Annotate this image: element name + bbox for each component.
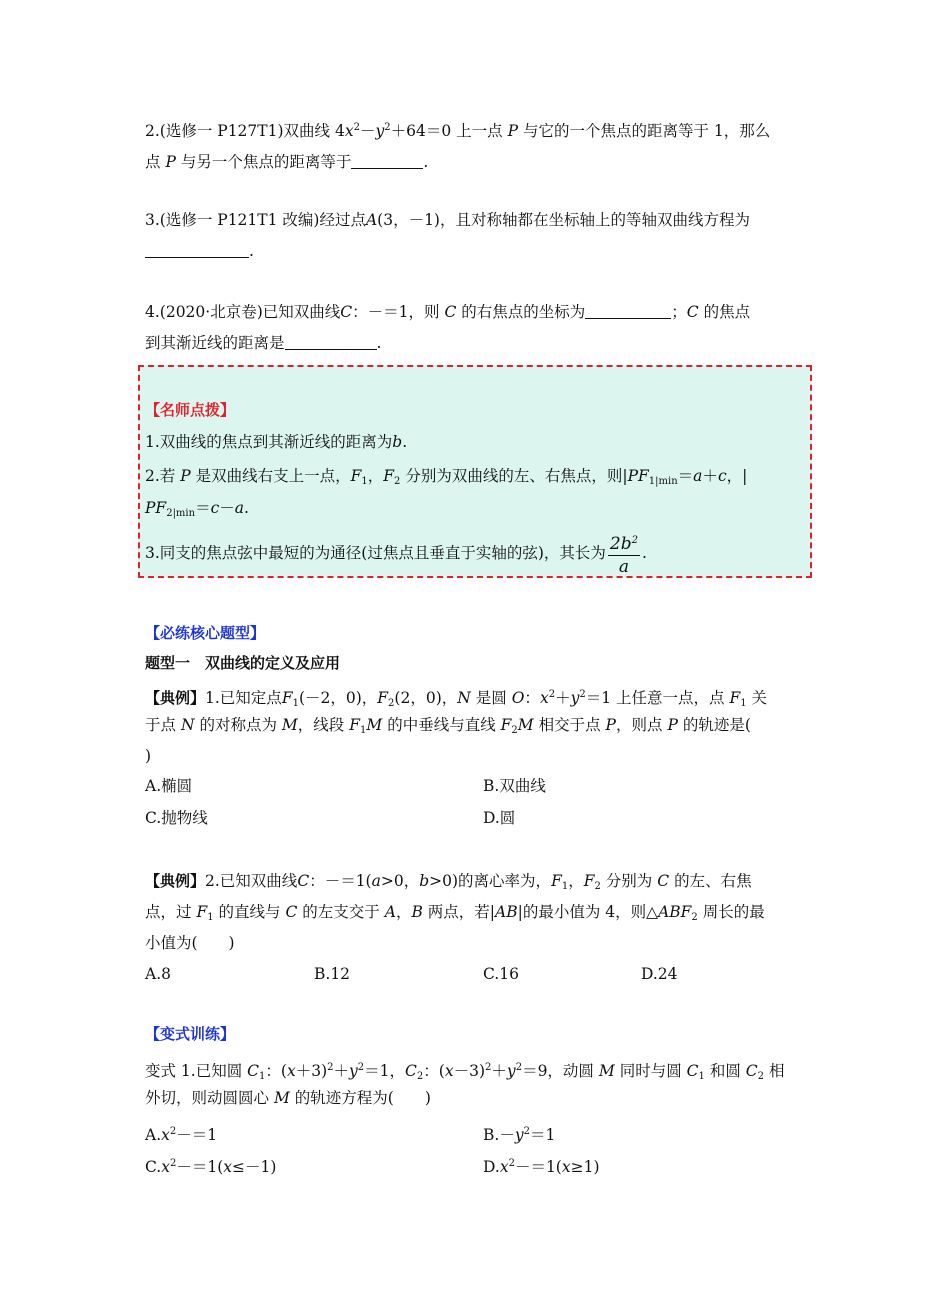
- q4-var-c: C: [340, 303, 353, 321]
- ex2-text: >0，: [380, 872, 420, 890]
- var-var-c: C: [405, 1062, 417, 1080]
- tip-2-sub: 2: [394, 476, 401, 487]
- tip-2-a: 2.若: [145, 467, 176, 485]
- var-exp: 2: [515, 1062, 523, 1073]
- ex1-var-f: F: [729, 689, 741, 707]
- ex2-option-d: D.24: [641, 965, 678, 983]
- ex1-text: 的对称点为: [199, 716, 277, 734]
- example-label: 【典例】: [145, 689, 206, 707]
- var-text: ＋: [491, 1062, 507, 1080]
- ex1-var-p: P: [667, 716, 678, 734]
- var-text: ＋: [333, 1062, 350, 1080]
- ex2-text: 两点，若|: [427, 903, 496, 921]
- var-text: 相: [768, 1062, 785, 1080]
- ex2-sub: 1: [207, 912, 214, 923]
- var-var-m: M: [598, 1062, 615, 1080]
- var-text: 变式 1.已知圆: [145, 1062, 243, 1080]
- var-opt-text: ≤－1): [232, 1158, 277, 1176]
- q2-line2-b: 与另一个焦点的距离等于: [180, 153, 352, 171]
- tip-2-var-f: F: [383, 467, 395, 485]
- q3-end: .: [249, 242, 254, 260]
- ex2-var-b: b: [419, 872, 430, 890]
- ex1-var-y: y: [570, 689, 580, 707]
- ex2-var-b: B: [411, 903, 423, 921]
- var-exp: 2: [357, 1062, 365, 1073]
- ex2-text: ，: [568, 872, 584, 890]
- var-sub: 1: [259, 1071, 266, 1082]
- var-text: ＝1，: [364, 1062, 406, 1080]
- ex2-var-f: F: [551, 872, 562, 890]
- ex2-var-f: F: [583, 872, 595, 890]
- ex1-text: 的轨迹是(: [682, 716, 751, 734]
- tip-3-text: 3.同支的焦点弦中最短的为通径(过焦点且垂直于实轴的弦)，其长为: [145, 544, 606, 562]
- tip-2-var-f: F: [350, 467, 362, 485]
- var-text: 的轨迹方程为( ): [294, 1089, 431, 1107]
- ex2-text: 点，过: [145, 903, 192, 921]
- var-text: ＋3): [295, 1062, 328, 1080]
- tip-1: [145, 427, 407, 458]
- core-section-title: [145, 618, 265, 649]
- variant-training-title: [145, 1019, 235, 1050]
- example-label: 【典例】: [145, 872, 206, 890]
- ex1-var-m: M: [281, 716, 298, 734]
- q2-end: .: [423, 153, 429, 171]
- var-sub: 2: [416, 1071, 424, 1082]
- q2-prefix: 2.(选修一 P127T1)双曲线 4: [145, 122, 345, 140]
- example-2-line-2: [145, 897, 765, 933]
- var-text: －3): [453, 1062, 486, 1080]
- var-opt-exp: 2: [508, 1158, 515, 1169]
- ex2-var-c: C: [297, 872, 310, 890]
- fraction-numerator: [608, 530, 640, 556]
- ex1-sub: 2: [511, 725, 518, 736]
- example-2-line-3: [145, 928, 235, 959]
- tip-1-end: .: [402, 433, 408, 451]
- tip-3-end: .: [641, 544, 647, 562]
- tip-1-var-b: b: [392, 433, 403, 451]
- q2-minus: －: [359, 122, 376, 140]
- q4-mid: 的右焦点的坐标为: [461, 303, 586, 321]
- ex1-var-m: M: [366, 716, 383, 734]
- tip-2-var-c: c: [717, 467, 727, 485]
- var-text: ：(: [423, 1062, 445, 1080]
- q4-tail: 的焦点: [703, 303, 751, 321]
- tips-title: [145, 395, 235, 426]
- tip-3: [145, 530, 647, 578]
- tip-2-end: .: [244, 499, 249, 517]
- var-sub: 1: [698, 1071, 705, 1082]
- ex1-var-n: N: [180, 716, 195, 734]
- fraction-denominator: a: [618, 557, 629, 577]
- var-option-b: [483, 1116, 555, 1151]
- ex2-text: 小值为( ): [145, 934, 235, 952]
- q3-prefix: 3.(选修一 P121T1 改编)经过点: [145, 211, 366, 229]
- ex1-text: (－2，0)，: [298, 689, 378, 707]
- q2-answer-blank: [351, 152, 423, 169]
- ex1-text: 相交于点: [538, 716, 601, 734]
- var-text: 和圆: [709, 1062, 741, 1080]
- ex1-var-f: F: [377, 689, 389, 707]
- tip-2-minus: －: [219, 499, 235, 517]
- example-1-line-3: [145, 741, 151, 772]
- q2-rest: ＋64＝0 上一点: [390, 122, 503, 140]
- tip-2: [145, 461, 747, 497]
- var-var-x: x: [286, 1062, 296, 1080]
- example-1-line-2: [145, 710, 751, 746]
- ex2-var-c: C: [657, 872, 670, 890]
- ex1-text: 关: [751, 689, 768, 707]
- tip-2-sub: 1: [648, 476, 656, 487]
- q4-eq: ：－＝1，则: [352, 303, 440, 321]
- q2-rest2: 与它的一个焦点的距离等于 1，那么: [522, 122, 771, 140]
- ex1-text: ，线段: [297, 716, 345, 734]
- q4-end: .: [376, 334, 382, 352]
- q4-sep: ；: [671, 303, 687, 321]
- variant-title-text: 【变式训练】: [145, 1025, 236, 1043]
- q4-answer-blank-1: [585, 302, 671, 319]
- ex2-option-b: B.12: [314, 965, 351, 983]
- ex1-var-m: M: [517, 716, 534, 734]
- tip-2-var-pf: PF: [627, 467, 649, 485]
- ex2-text: >0)的离心率为，: [429, 872, 552, 890]
- var-sub: 2: [757, 1071, 765, 1082]
- fraction-2b2-over-a: [608, 530, 640, 578]
- var-text: ＝9，动圆: [522, 1062, 594, 1080]
- ex1-var-f: F: [281, 689, 293, 707]
- ex2-text: ：－＝1(: [309, 872, 372, 890]
- q4-line2: 到其渐近线的距离是: [145, 334, 285, 352]
- q3-coords: (3，－1)，且对称轴都在坐标轴上的等轴双曲线方程为: [377, 211, 750, 229]
- tip-2-sub: 1: [361, 476, 368, 487]
- tip-2-var-a: a: [234, 499, 245, 517]
- ex1-sub: 1: [360, 725, 367, 736]
- ex2-text: 的左、右焦: [674, 872, 752, 890]
- q4-prefix: 4.(2020·北京卷)已知双曲线: [145, 303, 341, 321]
- q3-var-a: A: [365, 211, 378, 229]
- ex2-sub: 2: [691, 912, 698, 923]
- q2-var-y: y: [375, 122, 385, 140]
- var-opt-exp: 2: [169, 1158, 177, 1169]
- ex1-text: ＝1 上任意一点，点: [585, 689, 725, 707]
- var-option-c: [145, 1148, 276, 1183]
- core-title-text: 【必练核心题型】: [145, 624, 266, 642]
- ex1-exp: 2: [548, 689, 556, 700]
- var-option-d: [483, 1148, 600, 1183]
- var-option-a: [145, 1116, 217, 1151]
- var-opt-exp: 2: [523, 1126, 530, 1137]
- q2-exp: 2: [384, 122, 391, 133]
- ex1-text: ): [145, 747, 152, 765]
- tip-2-var-p: P: [180, 467, 191, 485]
- ex2-text: 2.已知双曲线: [205, 872, 298, 890]
- fraction-num-text: 2b: [609, 534, 632, 554]
- var-opt-text: －＝1: [176, 1126, 218, 1144]
- var-text: 外切，则动圆圆心: [145, 1089, 270, 1107]
- var-var-x: x: [444, 1062, 454, 1080]
- var-var-c: C: [247, 1062, 260, 1080]
- tip-2-f: ，|: [726, 467, 748, 485]
- ex1-var-n: N: [457, 689, 471, 707]
- q2-line2-a: 点: [145, 153, 161, 171]
- tip-1-text: 1.双曲线的焦点到其渐近线的距离为: [145, 433, 393, 451]
- tip-2-var-a: a: [693, 467, 703, 485]
- q4-var-c: C: [444, 303, 457, 321]
- q4-var-c: C: [686, 303, 699, 321]
- ex2-text: 的直线与: [218, 903, 281, 921]
- ex2-text: |的最小值为 4，则△: [517, 903, 659, 921]
- ex1-sub: 1: [292, 698, 299, 709]
- ex2-var-f: F: [196, 903, 208, 921]
- var-exp: 2: [327, 1062, 334, 1073]
- var-opt-var: x: [561, 1158, 571, 1176]
- tip-2-line-2: [145, 493, 249, 529]
- ex1-exp: 2: [579, 689, 586, 700]
- tip-2-var-c: c: [210, 499, 220, 517]
- ex1-sub: 2: [388, 698, 395, 709]
- tip-2-sub: 2: [166, 508, 173, 519]
- tip-2-d: 分别为双曲线的左、右焦点，则|: [405, 467, 628, 485]
- tip-2-b: 是双曲线右支上一点，: [195, 467, 351, 485]
- ex2-text: 周长的最: [702, 903, 765, 921]
- var-opt-var: x: [499, 1158, 509, 1176]
- var-opt-var: x: [223, 1158, 233, 1176]
- ex1-text: 于点: [145, 716, 177, 734]
- var-opt-text: ＝1: [529, 1126, 556, 1144]
- question-2: [145, 112, 805, 178]
- ex1-option-c: C.抛物线: [145, 809, 208, 827]
- var-opt-var: x: [161, 1158, 170, 1176]
- tip-2-plus: ＋: [702, 467, 718, 485]
- var-var-y: y: [506, 1062, 516, 1080]
- var-var-y: y: [349, 1062, 358, 1080]
- ex1-var-f: F: [500, 716, 512, 734]
- ex2-var-c: C: [285, 903, 298, 921]
- ex1-text: ：: [524, 689, 540, 707]
- q2-var-x: x: [344, 122, 354, 140]
- tips-title-text: 【名师点拨】: [145, 401, 236, 419]
- var-opt-text: －＝1(: [176, 1158, 224, 1176]
- var-opt-text: －＝1(: [514, 1158, 562, 1176]
- ex1-var-o: O: [511, 689, 525, 707]
- ex1-option-b: B.双曲线: [483, 777, 546, 795]
- ex1-option-d: D.圆: [483, 809, 516, 827]
- question-4: [145, 297, 805, 359]
- var-opt-exp: 2: [169, 1126, 177, 1137]
- ex2-text: ，: [395, 903, 412, 921]
- var-opt-text: ≥1): [570, 1158, 600, 1176]
- ex1-option-a: A.椭圆: [145, 777, 193, 795]
- type-1-text: 题型一 双曲线的定义及应用: [145, 654, 341, 672]
- ex2-sub: 1: [561, 881, 569, 892]
- q2-var-p: P: [507, 122, 518, 140]
- tip-2-min: |min: [172, 508, 196, 519]
- ex1-text: 1.已知定点: [205, 689, 282, 707]
- ex2-option-a: A.8: [145, 965, 171, 983]
- type-1-heading: [145, 648, 340, 679]
- var-opt-text: C.: [145, 1158, 162, 1176]
- ex2-var-abf: ABF: [658, 903, 692, 921]
- var-opt-var: x: [161, 1126, 170, 1144]
- ex2-var-a: A: [384, 903, 396, 921]
- ex1-var-x: x: [539, 689, 549, 707]
- var-var-c: C: [745, 1062, 758, 1080]
- question-3: [145, 205, 805, 267]
- tip-2-c: ，: [367, 467, 384, 485]
- fraction-num-exp: 2: [631, 535, 638, 546]
- ex2-var-a: a: [371, 872, 381, 890]
- q3-answer-blank: [145, 241, 249, 258]
- ex1-text: ＋: [555, 689, 571, 707]
- ex2-sub: 2: [594, 881, 601, 892]
- var-var-m: M: [273, 1089, 290, 1107]
- ex1-var-f: F: [349, 716, 360, 734]
- var-opt-text: A.: [145, 1126, 162, 1144]
- ex1-var-p: P: [605, 716, 616, 734]
- tip-2-min: |min: [655, 476, 678, 487]
- var-var-c: C: [686, 1062, 699, 1080]
- var-text: 同时与圆: [619, 1062, 682, 1080]
- q2-line2-p: P: [165, 153, 176, 171]
- variant-1-line-2: [145, 1083, 431, 1114]
- tip-2-eq: ＝: [195, 499, 211, 517]
- var-opt-var: y: [514, 1126, 524, 1144]
- ex2-var-ab: AB: [495, 903, 518, 921]
- ex1-text: 的中垂线与直线: [387, 716, 496, 734]
- q2-exp: 2: [353, 122, 360, 133]
- ex1-text: ，则点: [615, 716, 663, 734]
- var-text: ：(: [265, 1062, 287, 1080]
- var-opt-text: B.－: [483, 1126, 515, 1144]
- ex2-text: 分别为: [605, 872, 653, 890]
- ex2-option-c: C.16: [483, 965, 519, 983]
- ex2-text: 的左支交于: [302, 903, 380, 921]
- q4-answer-blank-2: [285, 333, 377, 350]
- tip-2-var-pf: PF: [145, 499, 167, 517]
- ex1-text: (2，0)，: [394, 689, 458, 707]
- var-exp: 2: [485, 1062, 492, 1073]
- var-opt-text: D.: [483, 1158, 500, 1176]
- tip-2-eq: ＝: [677, 467, 694, 485]
- ex1-sub: 1: [740, 698, 747, 709]
- ex1-text: 是圆: [475, 689, 507, 707]
